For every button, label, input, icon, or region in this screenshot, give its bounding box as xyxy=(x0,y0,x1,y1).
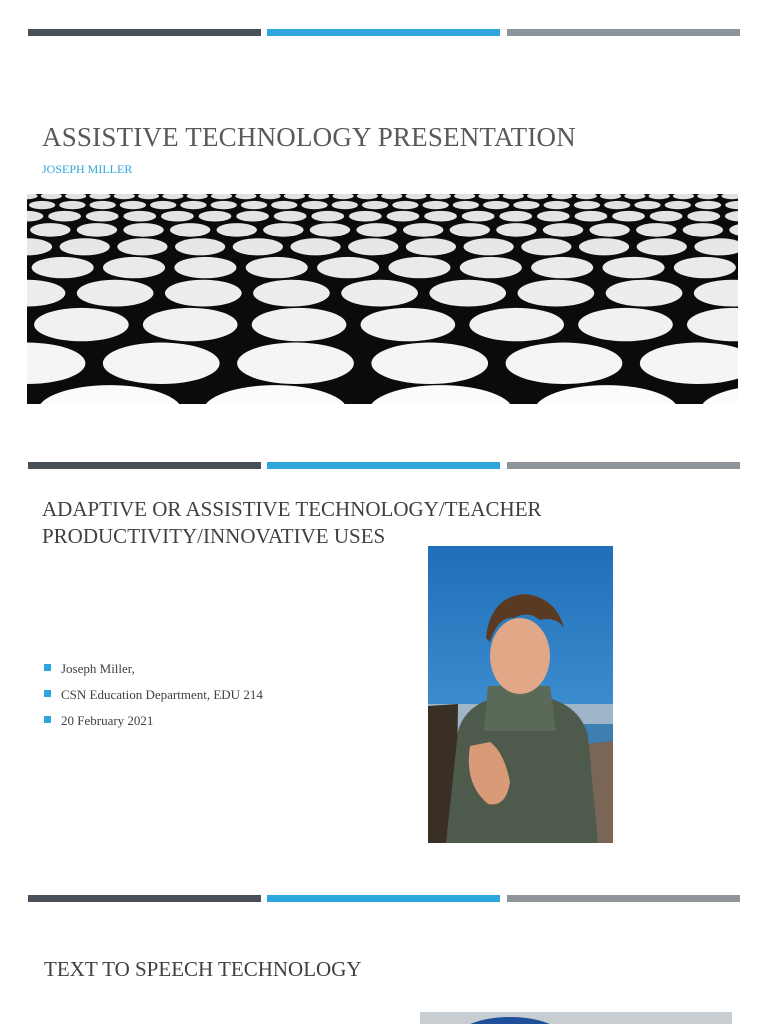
band-segment-blue xyxy=(267,462,500,469)
cropped-logo-image xyxy=(420,1012,732,1024)
bullet-square-icon xyxy=(44,690,51,697)
band-segment-gray xyxy=(507,29,740,36)
slide-2-header-band xyxy=(28,462,740,469)
list-item: CSN Education Department, EDU 214 xyxy=(44,687,263,713)
slide-2-bullet-list xyxy=(44,661,263,739)
slide-1-header-band xyxy=(28,29,740,36)
slide-3-title: TEXT TO SPEECH TECHNOLOGY xyxy=(44,957,362,981)
band-segment-gray xyxy=(507,462,740,469)
student-portrait-photo xyxy=(428,546,613,843)
band-segment-blue xyxy=(267,29,500,36)
band-segment-blue xyxy=(267,895,500,902)
slide-3-header-band xyxy=(28,895,740,902)
slide-1-subtitle: JOSEPH MILLER xyxy=(42,162,133,176)
slide-1-title: ASSISTIVE TECHNOLOGY PRESENTATION xyxy=(42,122,576,152)
slide-2-title: ADAPTIVE OR ASSISTIVE TECHNOLOGY/TEACHER PRODUCTIVITY/INNOVATIVE USES xyxy=(42,497,542,548)
list-item: 20 February 2021 xyxy=(44,713,263,739)
list-item: Joseph Miller, xyxy=(44,661,263,687)
white-discs-pattern-image xyxy=(27,194,738,404)
bullet-square-icon xyxy=(44,664,51,671)
band-segment-dark xyxy=(28,895,261,902)
bullet-square-icon xyxy=(44,716,51,723)
band-segment-dark xyxy=(28,29,261,36)
band-segment-dark xyxy=(28,462,261,469)
band-segment-gray xyxy=(507,895,740,902)
